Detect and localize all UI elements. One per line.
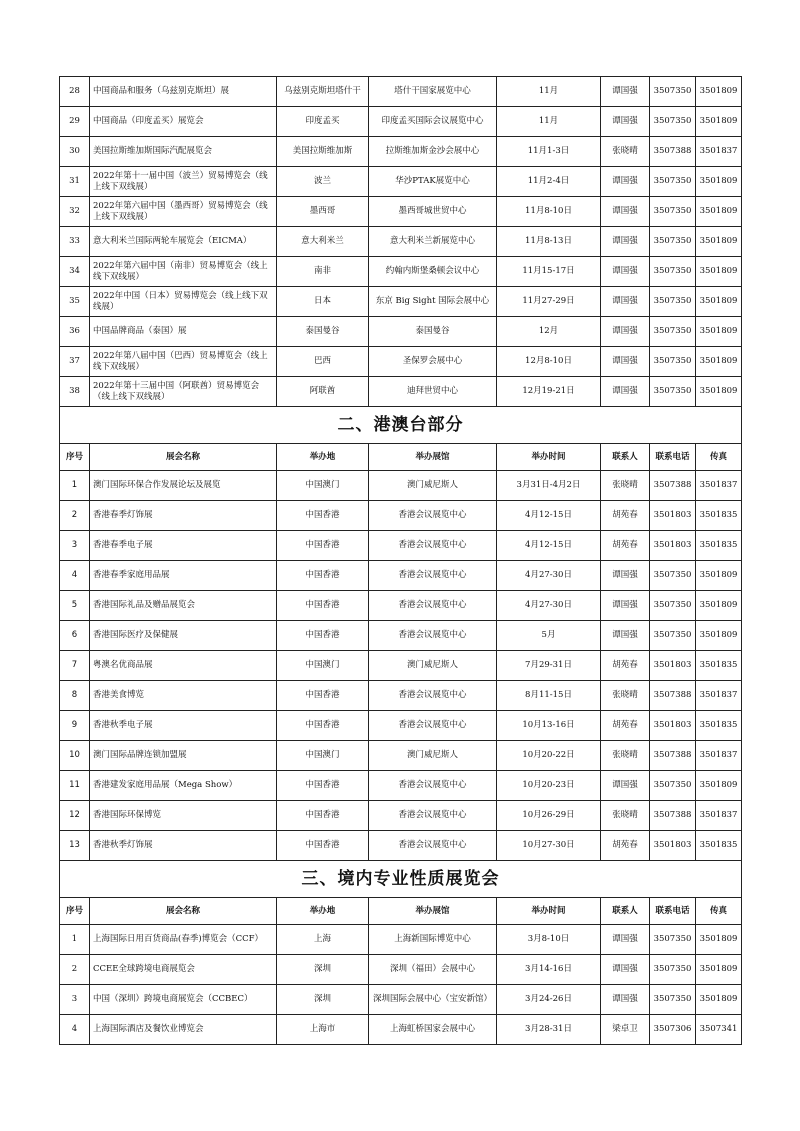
cell-phone: 3507388 [650, 681, 696, 711]
cell-place: 中国香港 [277, 681, 369, 711]
cell-contact: 谭国强 [601, 955, 650, 985]
cell-place: 中国澳门 [277, 741, 369, 771]
cell-phone: 3507306 [650, 1015, 696, 1045]
cell-name: CCEE全球跨境电商展览会 [90, 955, 277, 985]
cell-name: 中国（深圳）跨境电商展览会（CCBEC） [90, 985, 277, 1015]
cell-time: 3月28-31日 [497, 1015, 601, 1045]
cell-place: 上海市 [277, 1015, 369, 1045]
cell-time: 4月27-30日 [497, 591, 601, 621]
header-name: 展会名称 [90, 444, 277, 471]
cell-name: 香港秋季灯饰展 [90, 831, 277, 861]
cell-no: 2 [60, 501, 90, 531]
cell-no: 4 [60, 1015, 90, 1045]
table-row [60, 377, 742, 407]
cell-time: 11月1-3日 [497, 137, 601, 167]
cell-fax: 3501809 [696, 347, 742, 377]
cell-name: 上海国际酒店及餐饮业博览会 [90, 1015, 277, 1045]
cell-contact: 谭国强 [601, 227, 650, 257]
cell-fax: 3501837 [696, 681, 742, 711]
cell-place: 印度孟买 [277, 107, 369, 137]
cell-contact: 谭国强 [601, 287, 650, 317]
table-row [60, 77, 742, 107]
table-row [60, 317, 742, 347]
cell-name: 香港国际礼品及赠品展览会 [90, 591, 277, 621]
cell-fax: 3501809 [696, 771, 742, 801]
cell-phone: 3507350 [650, 771, 696, 801]
header-name: 展会名称 [90, 898, 277, 925]
cell-name: 香港国际医疗及保健展 [90, 621, 277, 651]
cell-venue: 澳门威尼斯人 [369, 651, 497, 681]
exhibition-table [59, 76, 742, 1045]
cell-phone: 3507350 [650, 621, 696, 651]
cell-name: 香港春季电子展 [90, 531, 277, 561]
cell-phone: 3507350 [650, 257, 696, 287]
header-time: 举办时间 [497, 898, 601, 925]
cell-name: 中国商品和服务（乌兹别克斯坦）展 [90, 77, 277, 107]
header-phone: 联系电话 [650, 444, 696, 471]
cell-no: 35 [60, 287, 90, 317]
cell-fax: 3501809 [696, 621, 742, 651]
cell-place: 美国拉斯维加斯 [277, 137, 369, 167]
cell-fax: 3501837 [696, 471, 742, 501]
cell-no: 3 [60, 531, 90, 561]
cell-fax: 3501835 [696, 531, 742, 561]
cell-no: 12 [60, 801, 90, 831]
cell-contact: 张晓晴 [601, 681, 650, 711]
cell-no: 1 [60, 471, 90, 501]
cell-no: 36 [60, 317, 90, 347]
cell-fax: 3501809 [696, 287, 742, 317]
cell-place: 上海 [277, 925, 369, 955]
cell-place: 中国香港 [277, 711, 369, 741]
cell-place: 中国香港 [277, 531, 369, 561]
cell-fax: 3501837 [696, 801, 742, 831]
header-venue: 举办展馆 [369, 898, 497, 925]
table-row [60, 501, 742, 531]
cell-name: 香港春季家庭用品展 [90, 561, 277, 591]
cell-name: 2022年第八届中国（巴西）贸易博览会（线上线下双线展） [90, 347, 277, 377]
cell-phone: 3501803 [650, 501, 696, 531]
cell-phone: 3507350 [650, 561, 696, 591]
cell-venue: 墨西哥城世贸中心 [369, 197, 497, 227]
cell-time: 10月27-30日 [497, 831, 601, 861]
header-fax: 传真 [696, 898, 742, 925]
cell-place: 中国香港 [277, 621, 369, 651]
cell-fax: 3501835 [696, 501, 742, 531]
cell-contact: 谭国强 [601, 771, 650, 801]
table-row [60, 561, 742, 591]
cell-phone: 3507350 [650, 77, 696, 107]
cell-contact: 梁卓卫 [601, 1015, 650, 1045]
cell-contact: 谭国强 [601, 621, 650, 651]
header-fax: 传真 [696, 444, 742, 471]
table-row [60, 197, 742, 227]
table-row [60, 1015, 742, 1045]
cell-contact: 胡苑春 [601, 651, 650, 681]
cell-fax: 3501835 [696, 711, 742, 741]
cell-name: 2022年第六届中国（墨西哥）贸易博览会（线上线下双线展） [90, 197, 277, 227]
cell-contact: 谭国强 [601, 347, 650, 377]
cell-time: 4月27-30日 [497, 561, 601, 591]
cell-venue: 深圳国际会展中心（宝安新馆） [369, 985, 497, 1015]
table-row [60, 257, 742, 287]
cell-contact: 谭国强 [601, 77, 650, 107]
cell-fax: 3501809 [696, 107, 742, 137]
cell-contact: 谭国强 [601, 107, 650, 137]
cell-fax: 3501809 [696, 167, 742, 197]
cell-place: 中国香港 [277, 591, 369, 621]
cell-phone: 3507388 [650, 137, 696, 167]
cell-time: 11月 [497, 77, 601, 107]
table-row [60, 347, 742, 377]
cell-fax: 3501837 [696, 741, 742, 771]
cell-contact: 胡苑春 [601, 501, 650, 531]
cell-time: 11月 [497, 107, 601, 137]
cell-phone: 3501803 [650, 651, 696, 681]
cell-phone: 3507350 [650, 317, 696, 347]
cell-name: 中国商品（印度孟买）展览会 [90, 107, 277, 137]
cell-fax: 3501809 [696, 317, 742, 347]
table-row [60, 531, 742, 561]
cell-venue: 香港会议展览中心 [369, 801, 497, 831]
cell-name: 香港国际环保博览 [90, 801, 277, 831]
cell-contact: 张晓晴 [601, 801, 650, 831]
cell-place: 波兰 [277, 167, 369, 197]
cell-contact: 胡苑春 [601, 531, 650, 561]
table-row [60, 651, 742, 681]
cell-phone: 3507350 [650, 197, 696, 227]
cell-name: 香港秋季电子展 [90, 711, 277, 741]
cell-venue: 迪拜世贸中心 [369, 377, 497, 407]
cell-no: 11 [60, 771, 90, 801]
cell-time: 3月8-10日 [497, 925, 601, 955]
cell-venue: 香港会议展览中心 [369, 681, 497, 711]
cell-fax: 3501809 [696, 77, 742, 107]
cell-time: 10月20-23日 [497, 771, 601, 801]
cell-place: 中国香港 [277, 771, 369, 801]
cell-name: 香港美食博览 [90, 681, 277, 711]
cell-no: 5 [60, 591, 90, 621]
cell-time: 11月8-13日 [497, 227, 601, 257]
cell-no: 38 [60, 377, 90, 407]
cell-contact: 谭国强 [601, 985, 650, 1015]
cell-place: 深圳 [277, 985, 369, 1015]
cell-fax: 3501809 [696, 561, 742, 591]
cell-place: 中国香港 [277, 561, 369, 591]
table-row [60, 681, 742, 711]
cell-time: 7月29-31日 [497, 651, 601, 681]
cell-place: 中国香港 [277, 501, 369, 531]
cell-time: 10月13-16日 [497, 711, 601, 741]
cell-place: 乌兹别克斯坦塔什干 [277, 77, 369, 107]
cell-place: 日本 [277, 287, 369, 317]
cell-no: 28 [60, 77, 90, 107]
cell-phone: 3507350 [650, 227, 696, 257]
cell-time: 4月12-15日 [497, 531, 601, 561]
cell-venue: 香港会议展览中心 [369, 711, 497, 741]
table-row [60, 287, 742, 317]
cell-phone: 3501803 [650, 531, 696, 561]
cell-place: 中国澳门 [277, 471, 369, 501]
cell-contact: 谭国强 [601, 377, 650, 407]
table-row [60, 711, 742, 741]
table-row [60, 955, 742, 985]
cell-venue: 约翰内斯堡桑顿会议中心 [369, 257, 497, 287]
cell-time: 12月8-10日 [497, 347, 601, 377]
cell-time: 10月26-29日 [497, 801, 601, 831]
cell-phone: 3501803 [650, 711, 696, 741]
table-row [60, 985, 742, 1015]
cell-fax: 3507341 [696, 1015, 742, 1045]
cell-phone: 3507388 [650, 801, 696, 831]
cell-time: 8月11-15日 [497, 681, 601, 711]
cell-time: 3月14-16日 [497, 955, 601, 985]
cell-name: 中国品牌商品（泰国）展 [90, 317, 277, 347]
cell-fax: 3501809 [696, 985, 742, 1015]
document-page [59, 76, 741, 1045]
cell-no: 8 [60, 681, 90, 711]
cell-place: 中国澳门 [277, 651, 369, 681]
cell-time: 11月2-4日 [497, 167, 601, 197]
cell-time: 10月20-22日 [497, 741, 601, 771]
cell-venue: 香港会议展览中心 [369, 771, 497, 801]
cell-name: 2022年第六届中国（南非）贸易博览会（线上线下双线展） [90, 257, 277, 287]
cell-no: 7 [60, 651, 90, 681]
cell-place: 墨西哥 [277, 197, 369, 227]
table-row [60, 771, 742, 801]
hk-header-row [60, 444, 742, 471]
cell-venue: 东京 Big Sight 国际会展中心 [369, 287, 497, 317]
table-row [60, 227, 742, 257]
cell-time: 5月 [497, 621, 601, 651]
cell-contact: 胡苑春 [601, 711, 650, 741]
cell-contact: 谭国强 [601, 197, 650, 227]
table-row [60, 831, 742, 861]
cell-no: 29 [60, 107, 90, 137]
cell-fax: 3501809 [696, 955, 742, 985]
cell-fax: 3501809 [696, 227, 742, 257]
cell-contact: 谭国强 [601, 591, 650, 621]
cell-no: 30 [60, 137, 90, 167]
header-contact: 联系人 [601, 444, 650, 471]
table-row [60, 471, 742, 501]
header-no: 序号 [60, 444, 90, 471]
cell-time: 3月24-26日 [497, 985, 601, 1015]
domestic-header-row [60, 898, 742, 925]
cell-name: 2022年第十三届中国（阿联酋）贸易博览会（线上线下双线展） [90, 377, 277, 407]
header-place: 举办地 [277, 444, 369, 471]
cell-venue: 上海新国际博览中心 [369, 925, 497, 955]
cell-contact: 谭国强 [601, 257, 650, 287]
cell-phone: 3507350 [650, 107, 696, 137]
table-row [60, 137, 742, 167]
header-no: 序号 [60, 898, 90, 925]
cell-no: 1 [60, 925, 90, 955]
cell-phone: 3507350 [650, 985, 696, 1015]
cell-fax: 3501809 [696, 377, 742, 407]
section-title-hk-macao-taiwan: 二、港澳台部分 [60, 407, 742, 444]
cell-no: 34 [60, 257, 90, 287]
cell-no: 4 [60, 561, 90, 591]
cell-venue: 香港会议展览中心 [369, 561, 497, 591]
cell-no: 32 [60, 197, 90, 227]
cell-venue: 澳门威尼斯人 [369, 741, 497, 771]
cell-venue: 泰国曼谷 [369, 317, 497, 347]
cell-venue: 澳门威尼斯人 [369, 471, 497, 501]
table-row [60, 925, 742, 955]
cell-time: 3月31日-4月2日 [497, 471, 601, 501]
cell-place: 阿联酋 [277, 377, 369, 407]
table-row [60, 801, 742, 831]
cell-fax: 3501809 [696, 197, 742, 227]
table-row [60, 591, 742, 621]
cell-venue: 印度孟买国际会议展览中心 [369, 107, 497, 137]
cell-name: 香港春季灯饰展 [90, 501, 277, 531]
cell-place: 南非 [277, 257, 369, 287]
cell-time: 11月15-17日 [497, 257, 601, 287]
cell-no: 9 [60, 711, 90, 741]
cell-phone: 3507350 [650, 377, 696, 407]
cell-venue: 圣保罗会展中心 [369, 347, 497, 377]
cell-contact: 张晓晴 [601, 741, 650, 771]
cell-contact: 谭国强 [601, 925, 650, 955]
cell-name: 粤澳名优商品展 [90, 651, 277, 681]
cell-time: 11月8-10日 [497, 197, 601, 227]
cell-no: 33 [60, 227, 90, 257]
cell-no: 13 [60, 831, 90, 861]
header-time: 举办时间 [497, 444, 601, 471]
header-venue: 举办展馆 [369, 444, 497, 471]
cell-place: 深圳 [277, 955, 369, 985]
cell-phone: 3507350 [650, 591, 696, 621]
table-row [60, 167, 742, 197]
cell-venue: 香港会议展览中心 [369, 621, 497, 651]
cell-venue: 香港会议展览中心 [369, 831, 497, 861]
cell-contact: 张晓晴 [601, 137, 650, 167]
header-contact: 联系人 [601, 898, 650, 925]
cell-venue: 上海虹桥国家会展中心 [369, 1015, 497, 1045]
table-row [60, 621, 742, 651]
cell-venue: 华沙PTAK展览中心 [369, 167, 497, 197]
cell-venue: 深圳（福田）会展中心 [369, 955, 497, 985]
cell-contact: 谭国强 [601, 317, 650, 347]
cell-time: 4月12-15日 [497, 501, 601, 531]
cell-name: 澳门国际环保合作发展论坛及展览 [90, 471, 277, 501]
cell-time: 11月27-29日 [497, 287, 601, 317]
cell-venue: 香港会议展览中心 [369, 501, 497, 531]
cell-contact: 胡苑春 [601, 831, 650, 861]
cell-time: 12月 [497, 317, 601, 347]
cell-fax: 3501835 [696, 831, 742, 861]
header-place: 举办地 [277, 898, 369, 925]
cell-venue: 塔什干国家展览中心 [369, 77, 497, 107]
cell-fax: 3501809 [696, 257, 742, 287]
cell-phone: 3507388 [650, 471, 696, 501]
cell-name: 上海国际日用百货商品(春季)博览会（CCF） [90, 925, 277, 955]
cell-venue: 拉斯维加斯金沙会展中心 [369, 137, 497, 167]
cell-contact: 谭国强 [601, 561, 650, 591]
cell-no: 2 [60, 955, 90, 985]
cell-contact: 张晓晴 [601, 471, 650, 501]
cell-place: 泰国曼谷 [277, 317, 369, 347]
cell-place: 中国香港 [277, 801, 369, 831]
cell-phone: 3507350 [650, 955, 696, 985]
cell-fax: 3501837 [696, 137, 742, 167]
cell-phone: 3507388 [650, 741, 696, 771]
cell-venue: 香港会议展览中心 [369, 591, 497, 621]
cell-place: 意大利米兰 [277, 227, 369, 257]
cell-place: 中国香港 [277, 831, 369, 861]
cell-name: 2022年中国（日本）贸易博览会（线上线下双线展） [90, 287, 277, 317]
cell-no: 31 [60, 167, 90, 197]
cell-no: 6 [60, 621, 90, 651]
section-title-domestic: 三、境内专业性质展览会 [60, 861, 742, 898]
cell-fax: 3501809 [696, 925, 742, 955]
cell-contact: 谭国强 [601, 167, 650, 197]
cell-venue: 意大利米兰新展览中心 [369, 227, 497, 257]
cell-name: 澳门国际品牌连锁加盟展 [90, 741, 277, 771]
header-phone: 联系电话 [650, 898, 696, 925]
cell-place: 巴西 [277, 347, 369, 377]
table-row [60, 741, 742, 771]
table-row [60, 107, 742, 137]
cell-fax: 3501835 [696, 651, 742, 681]
cell-phone: 3507350 [650, 167, 696, 197]
cell-no: 37 [60, 347, 90, 377]
cell-fax: 3501809 [696, 591, 742, 621]
cell-phone: 3507350 [650, 347, 696, 377]
cell-name: 2022年第十一届中国（波兰）贸易博览会（线上线下双线展） [90, 167, 277, 197]
cell-phone: 3507350 [650, 287, 696, 317]
cell-time: 12月19-21日 [497, 377, 601, 407]
cell-name: 香港建发家庭用品展（Mega Show） [90, 771, 277, 801]
cell-name: 美国拉斯维加斯国际汽配展览会 [90, 137, 277, 167]
cell-no: 10 [60, 741, 90, 771]
cell-no: 3 [60, 985, 90, 1015]
cell-name: 意大利米兰国际两轮车展览会（EICMA） [90, 227, 277, 257]
cell-phone: 3507350 [650, 925, 696, 955]
cell-venue: 香港会议展览中心 [369, 531, 497, 561]
cell-phone: 3501803 [650, 831, 696, 861]
